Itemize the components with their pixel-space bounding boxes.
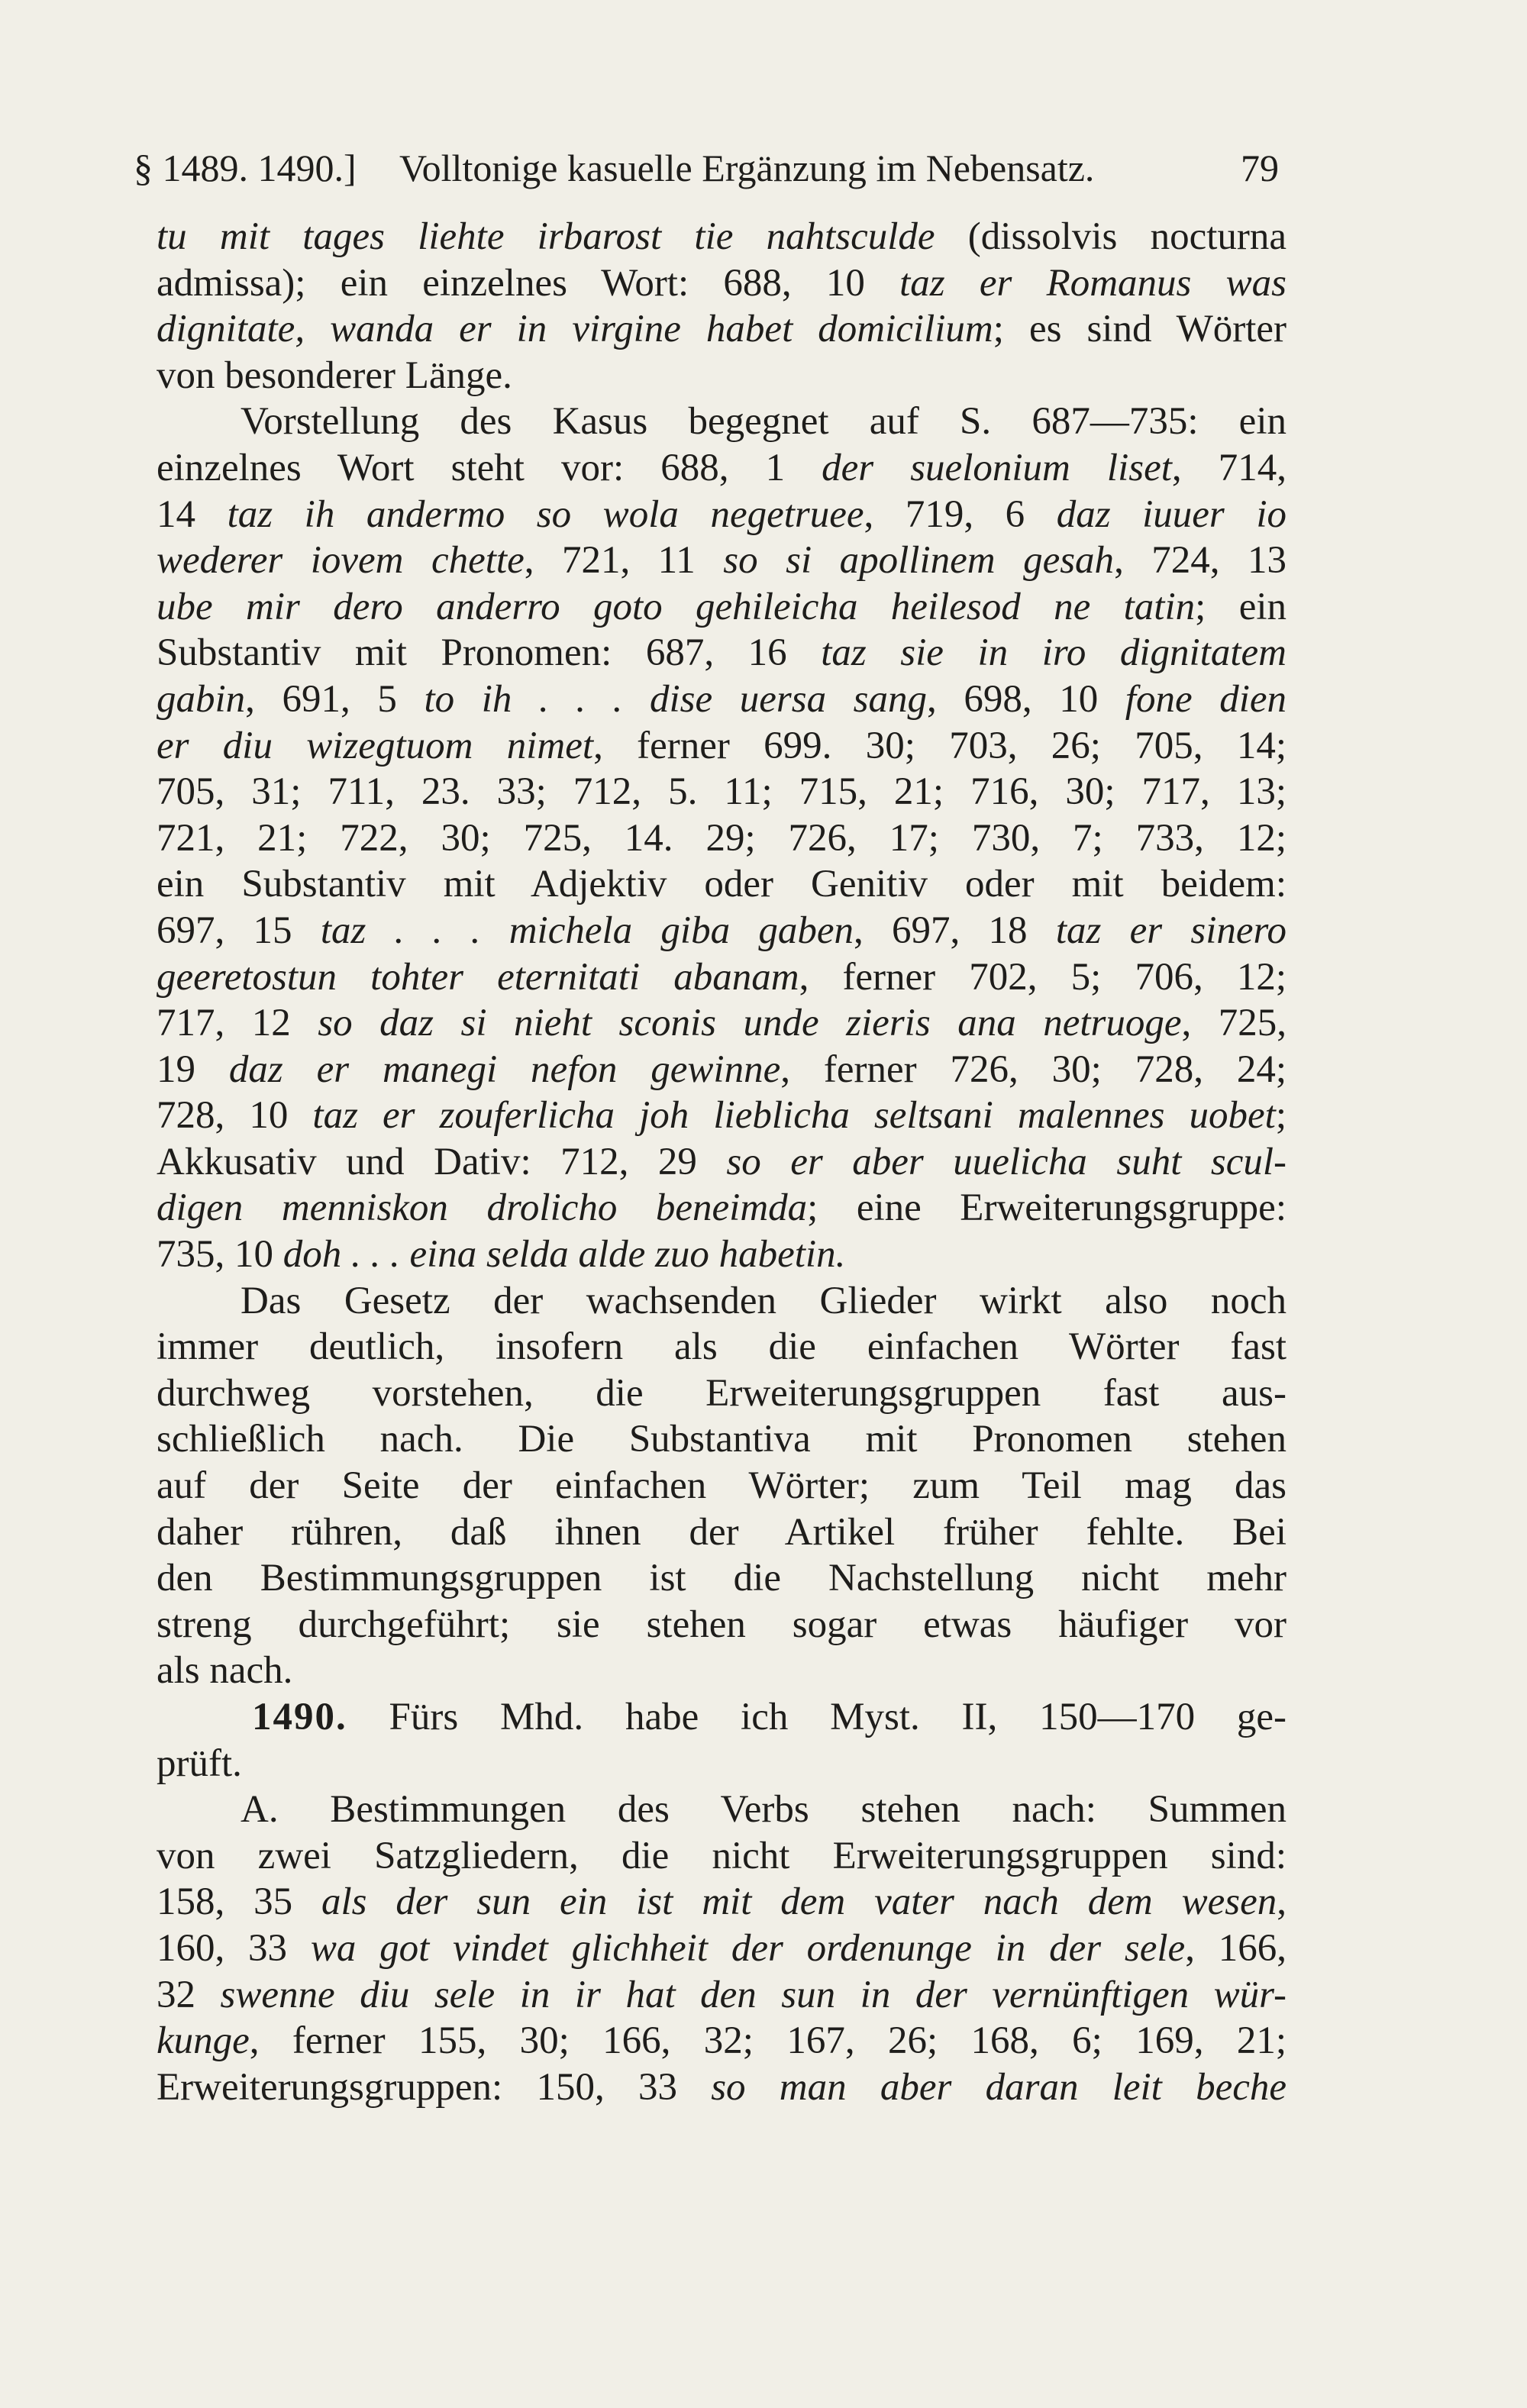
text-line	[157, 306, 1286, 353]
text-segment: , 719, 6	[864, 492, 1057, 536]
text-segment: , 166,	[1185, 1926, 1286, 1970]
text-segment: immer deutlich, insofern als die einfachen Wörter fast	[157, 1325, 1286, 1369]
text-segment: ;	[1275, 1094, 1286, 1138]
text-segment: Akkusativ und Dativ: 712, 29	[157, 1140, 727, 1183]
italic-quote: wa got vindet glichheit der ordenunge in der sele	[310, 1926, 1186, 1970]
text-segment: schließlich nach. Die Substantiva mit Pronomen stehen	[157, 1418, 1286, 1461]
italic-quote: taz ih andermo so wola negetruee	[227, 492, 864, 536]
italic-quote: swenne diu sele in ir hat den sun in der vernünftigen wür-	[220, 1973, 1286, 2016]
text-line	[157, 2018, 1286, 2064]
italic-quote: dignitate, wanda er in virgine habet domicilium	[157, 308, 993, 351]
italic-quote: taz er Romanus was	[899, 261, 1286, 305]
text-segment: ein Substantiv mit Adjektiv oder Genitiv oder mit beidem:	[157, 863, 1286, 906]
text-segment: 728, 10	[157, 1094, 313, 1138]
italic-quote: to ih . . . dise uersa sang	[424, 677, 928, 721]
italic-quote: gabin	[157, 677, 246, 721]
text-line	[157, 399, 1286, 445]
italic-quote: er diu wizegtuom nimet	[157, 724, 594, 767]
text-segment: , 697, 18	[854, 909, 1056, 952]
text-line	[157, 2064, 1286, 2111]
text-line	[157, 1278, 1286, 1325]
page-number: 79	[1241, 147, 1279, 189]
text-line	[157, 1741, 1286, 1787]
italic-quote: taz . . . michela giba gaben	[320, 909, 854, 952]
text-line	[157, 908, 1286, 954]
text-line	[157, 1416, 1286, 1463]
italic-quote: taz sie in iro dignitatem	[821, 631, 1286, 675]
text-segment: den Bestimmungsgruppen ist die Nachstellung nicht mehr	[157, 1557, 1286, 1600]
text-segment: (dissolvis nocturna	[935, 215, 1286, 258]
page-title: Volltonige kasuelle Ergänzung im Nebensatz.	[399, 147, 1095, 189]
text-line	[157, 584, 1286, 631]
italic-quote: als der sun ein ist mit dem vater nach dem wesen	[321, 1880, 1277, 1924]
text-segment: 697, 15	[157, 909, 321, 952]
text-line	[157, 1093, 1286, 1139]
text-segment: 717, 12	[157, 1002, 318, 1045]
text-segment: prüft.	[157, 1741, 242, 1785]
text-line	[157, 630, 1286, 676]
italic-quote: so er aber uuelicha suht scul-	[726, 1140, 1286, 1183]
text-segment: Substantiv mit Pronomen: 687, 16	[157, 631, 822, 675]
text-line	[157, 1555, 1286, 1602]
italic-quote: wederer iovem chette	[157, 539, 525, 583]
text-line	[157, 1602, 1286, 1648]
text-segment: 32	[157, 1973, 221, 2016]
italic-quote: daz er manegi nefon gewinne	[228, 1047, 781, 1091]
text-segment: 735, 10	[157, 1233, 283, 1277]
text-segment: , 725,	[1181, 1002, 1286, 1045]
text-line	[157, 861, 1286, 908]
text-segment: 721, 21; 722, 30; 725, 14. 29; 726, 17; 730, 7; 733, 12;	[157, 816, 1286, 860]
section-heading-line	[157, 1694, 1286, 1741]
italic-quote: der suelonium liset	[822, 446, 1172, 489]
italic-quote: tu mit tages liehte irbarost tie nahtsculde	[157, 215, 935, 258]
text-line	[157, 1000, 1286, 1047]
text-segment: , 721, 11	[524, 539, 724, 583]
text-line	[157, 537, 1286, 584]
text-segment: als nach.	[157, 1649, 293, 1693]
text-segment: streng durchgeführt; sie stehen sogar etwas häufiger vor	[157, 1603, 1286, 1646]
text-line	[157, 815, 1286, 862]
text-segment: Erweiterungsgruppen: 150, 33	[157, 2065, 712, 2109]
italic-quote: so si apollinem gesah	[723, 539, 1115, 583]
text-segment: , 724, 13	[1114, 539, 1286, 583]
text-line	[157, 1185, 1286, 1231]
text-segment: , ferner 702, 5; 706, 12;	[799, 955, 1286, 999]
section-number: 1490.	[252, 1696, 347, 1738]
text-line	[157, 769, 1286, 815]
text-segment: ; eine Erweiterungsgruppe:	[807, 1186, 1286, 1230]
body-text	[157, 214, 1286, 2110]
text-line	[157, 1648, 1286, 1694]
text-line	[157, 1463, 1286, 1509]
italic-quote: taz er zouferlicha joh lieblicha seltsani malennes uobet	[312, 1094, 1276, 1138]
text-segment: , ferner 155, 30; 166, 32; 167, 26; 168, 6; 169, 21;	[249, 2019, 1286, 2063]
text-line	[157, 353, 1286, 399]
running-header	[134, 137, 1279, 199]
text-segment: Das Gesetz der wachsenden Glieder wirkt also noch	[241, 1279, 1286, 1322]
italic-quote: so man aber daran leit beche	[711, 2065, 1286, 2109]
italic-quote: doh . . . eina selda alde zuo habetin.	[282, 1233, 846, 1277]
text-segment: 19	[157, 1047, 229, 1091]
text-line	[157, 214, 1286, 260]
text-segment: , 691, 5	[245, 677, 425, 721]
text-line	[157, 1324, 1286, 1370]
italic-quote: digen menniskon drolicho beneimda	[157, 1186, 808, 1230]
text-segment: von besonderer Länge.	[157, 353, 512, 397]
text-segment: Vorstellung des Kasus begegnet auf S. 687—735: ein	[241, 400, 1286, 444]
text-segment: , ferner 726, 30; 728, 24;	[780, 1047, 1286, 1091]
text-segment: ,	[1277, 1880, 1286, 1924]
text-line	[157, 723, 1286, 770]
text-line	[157, 1972, 1286, 2019]
text-line	[157, 954, 1286, 1001]
text-line	[157, 1879, 1286, 1925]
text-line	[157, 1139, 1286, 1186]
text-line	[157, 1787, 1286, 1833]
text-line	[157, 260, 1286, 307]
text-line	[157, 676, 1286, 723]
text-segment: von zwei Satzgliedern, die nicht Erweiterungsgruppen sind:	[157, 1834, 1286, 1877]
text-segment: 14	[157, 492, 228, 536]
text-line	[157, 1833, 1286, 1880]
text-line	[157, 1231, 1286, 1278]
text-segment: auf der Seite der einfachen Wörter; zum Teil mag das	[157, 1464, 1286, 1508]
text-segment: , ferner 699. 30; 703, 26; 705, 14;	[593, 724, 1286, 767]
text-segment: A. Bestimmungen des Verbs stehen nach: Summen	[241, 1788, 1286, 1832]
text-line	[157, 492, 1286, 538]
italic-quote: ube mir dero anderro goto gehileicha heilesod ne tatin	[157, 585, 1196, 628]
text-line	[157, 1509, 1286, 1556]
text-line	[157, 445, 1286, 492]
text-segment: Fürs Mhd. habe ich Myst. II, 150—170 ge-	[347, 1696, 1286, 1738]
text-segment: 158, 35	[157, 1880, 321, 1924]
italic-quote: taz er sinero	[1055, 909, 1286, 952]
text-segment: ; ein	[1195, 585, 1286, 628]
text-segment: admissa); ein einzelnes Wort: 688, 10	[157, 261, 900, 305]
text-segment: , 698, 10	[927, 677, 1125, 721]
text-segment: durchweg vorstehen, die Erweiterungsgruppen fast aus-	[157, 1371, 1286, 1415]
text-segment: einzelnes Wort steht vor: 688, 1	[157, 446, 822, 489]
text-segment: 705, 31; 711, 23. 33; 712, 5. 11; 715, 21; 716, 30; 717, 13;	[157, 770, 1286, 814]
text-segment: ; es sind Wörter	[993, 308, 1286, 351]
italic-quote: fone dien	[1125, 677, 1286, 721]
text-line	[157, 1370, 1286, 1417]
text-segment: daher rühren, daß ihnen der Artikel früher fehlte. Bei	[157, 1510, 1286, 1554]
italic-quote: kunge	[157, 2019, 250, 2063]
section-reference: § 1489. 1490.]	[134, 147, 357, 189]
italic-quote: geeretostun tohter eternitati abanam	[157, 955, 799, 999]
italic-quote: daz iuuer io	[1056, 492, 1286, 536]
italic-quote: so daz si nieht sconis unde zieris ana netruoge	[318, 1002, 1182, 1045]
text-line	[157, 1047, 1286, 1093]
text-line	[157, 1925, 1286, 1972]
text-segment: , 714,	[1171, 446, 1286, 489]
text-segment: 160, 33	[157, 1926, 311, 1970]
